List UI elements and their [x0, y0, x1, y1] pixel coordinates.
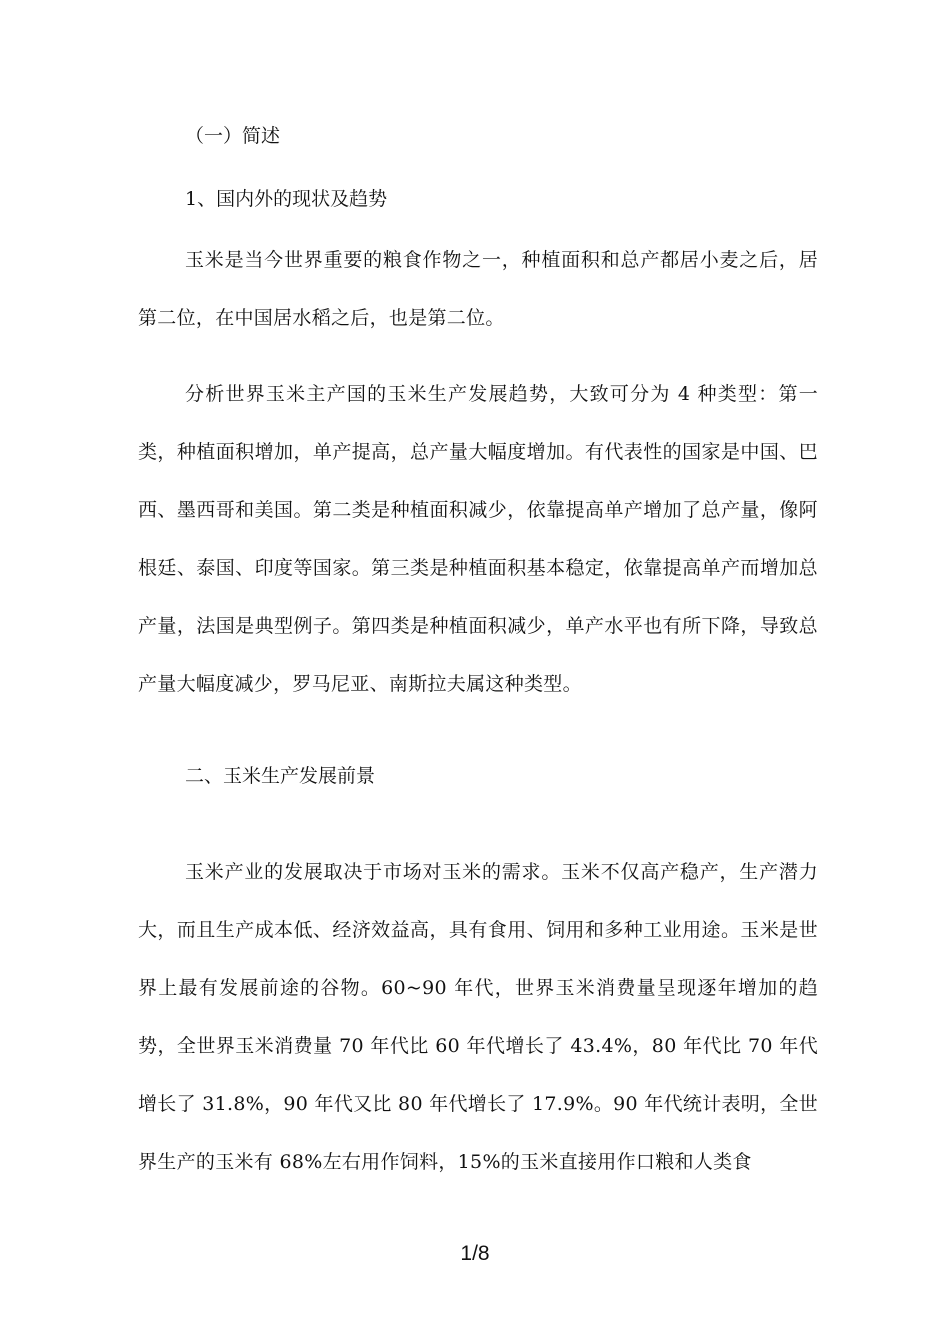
subsection-heading: 1、国内外的现状及趋势 — [185, 188, 388, 210]
paragraph-development-prospects: 玉米产业的发展取决于市场对玉米的需求。玉米不仅高产稳产，生产潜力大，而且生产成本低、经济效益高，具有食用、饲用和多种工业用途。玉米是世界上最有发展前途的谷物。60~90 年代，世界玉米消费量呈现逐年增加的趋势，全世界玉米消费量 70 年代比 60 年代增长了 43.4%，80 年代比 70 年代增长了 31.8%，90 年代又比 80 年代增长了 17.9%。90 年代统计表明，全世界生产的玉米有 68%左右用作饲料，15%的玉米直接用作口粮和人类食 — [138, 861, 818, 1173]
page-number: 1/8 — [460, 1242, 490, 1265]
paragraph-overview: 玉米是当今世界重要的粮食作物之一，种植面积和总产都居小麦之后，居第二位，在中国居水稻之后，也是第二位。 — [138, 249, 818, 329]
paragraph-production-types: 分析世界玉米主产国的玉米生产发展趋势，大致可分为 4 种类型：第一类，种植面积增加，单产提高，总产量大幅度增加。有代表性的国家是中国、巴西、墨西哥和美国。第二类是种植面积减少，依靠提高单产增加了总产量，像阿根廷、泰国、印度等国家。第三类是种植面积基本稳定，依靠提高单产而增加总产量，法国是典型例子。第四类是种植面积减少，单产水平也有所下降，导致总产量大幅度减少，罗马尼亚、南斯拉夫属这种类型。 — [138, 383, 818, 695]
section-heading: （一）简述 — [185, 125, 281, 147]
section-2-heading: 二、玉米生产发展前景 — [185, 765, 376, 787]
